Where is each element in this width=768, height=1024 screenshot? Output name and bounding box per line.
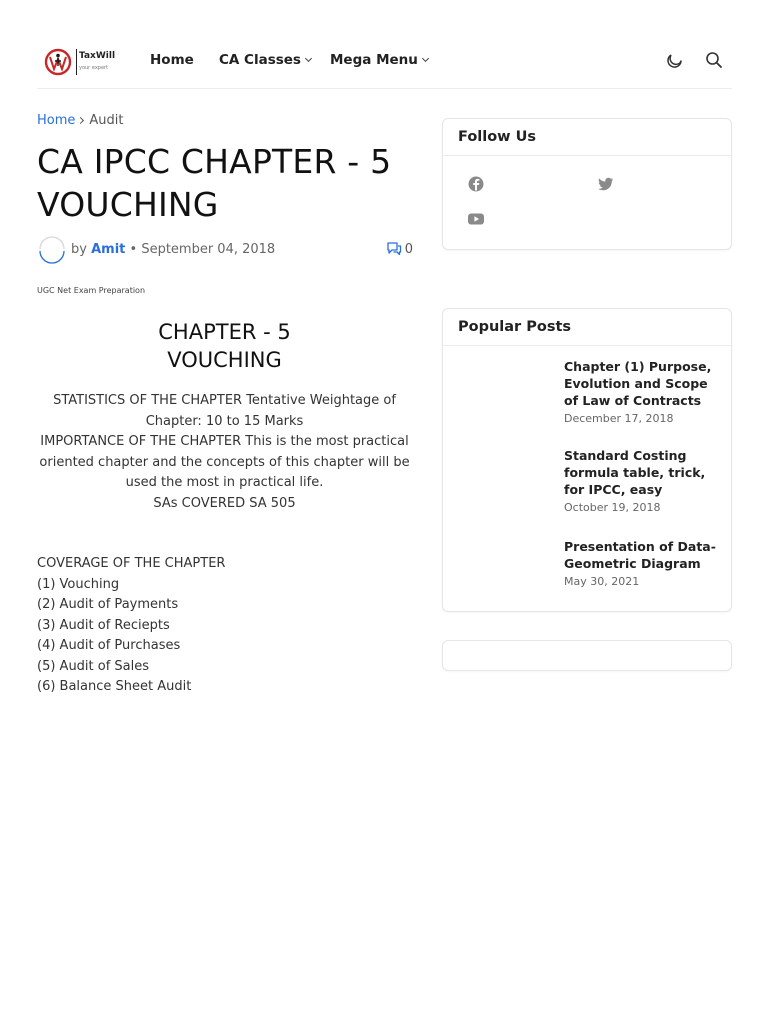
empty-widget	[442, 640, 732, 671]
nav-home[interactable]	[150, 52, 194, 68]
logo-divider	[76, 49, 77, 75]
youtube-icon[interactable]	[467, 210, 485, 228]
list-item: (4) Audit of Purchases	[37, 638, 181, 653]
list-item: (5) Audit of Sales	[37, 658, 150, 674]
logo-mark-icon	[44, 48, 74, 76]
chapter-heading-line: VOUCHING	[167, 348, 282, 372]
post-meta	[37, 235, 413, 265]
coverage-title: COVERAGE OF THE CHAPTER	[37, 556, 226, 571]
post-label[interactable]: UGC Net Exam Preparation	[37, 286, 146, 295]
meta-by: by	[71, 242, 87, 257]
comment-icon	[386, 241, 402, 256]
popular-post-item[interactable]	[564, 447, 719, 514]
popular-post-title[interactable]: Chapter (1) Purpose, Evolution and Scope of Law of Contracts	[564, 359, 712, 408]
popular-post-date: May 30, 2021	[564, 575, 640, 588]
popular-post-item[interactable]	[564, 358, 719, 425]
chapter-heading	[37, 318, 412, 374]
nav-ca-classes-label: CA Classes	[219, 52, 301, 68]
chapter-heading-line: CHAPTER - 5	[158, 320, 291, 344]
chapter-importance: IMPORTANCE OF THE CHAPTER This is the most practical oriented chapter and the concepts of this chapter will be used the most in practical life.	[39, 434, 410, 490]
nav-mega-menu[interactable]	[330, 52, 428, 68]
follow-us-title: Follow Us	[443, 119, 731, 156]
nav-mega-menu-label: Mega Menu	[330, 52, 418, 68]
list-item: (1) Vouching	[37, 576, 120, 592]
facebook-icon[interactable]	[467, 175, 485, 193]
breadcrumb-home[interactable]: Home	[37, 113, 76, 128]
nav-home-label: Home	[150, 52, 194, 68]
list-item: (3) Audit of Reciepts	[37, 617, 170, 633]
logo-name: TaxWill	[79, 51, 116, 61]
author-link[interactable]: Amit	[91, 242, 126, 257]
breadcrumb-current[interactable]: Audit	[89, 113, 124, 128]
comments-count[interactable]	[386, 241, 413, 257]
chapter-coverage	[37, 554, 412, 698]
logo-tagline: your expert	[79, 65, 109, 71]
chevron-right-icon	[77, 117, 84, 124]
site-header	[37, 36, 732, 89]
chevron-down-icon	[305, 55, 312, 62]
chevron-down-icon	[422, 55, 429, 62]
popular-post-date: October 19, 2018	[564, 501, 661, 514]
chapter-sas: SAs COVERED SA 505	[153, 495, 296, 511]
list-item: (2) Audit of Payments	[37, 597, 179, 612]
popular-post-title[interactable]: Presentation of Data-Geometric Diagram	[564, 539, 716, 571]
search-icon[interactable]	[704, 50, 724, 70]
popular-post-date: December 17, 2018	[564, 412, 674, 425]
follow-us-widget	[442, 118, 732, 250]
post-title: CA IPCC CHAPTER - 5 VOUCHING	[37, 142, 392, 224]
popular-posts-title: Popular Posts	[443, 309, 731, 346]
meta-byline	[71, 242, 275, 257]
post-date: • September 04, 2018	[129, 242, 276, 257]
breadcrumb	[37, 113, 123, 128]
list-item: (6) Balance Sheet Audit	[37, 679, 192, 694]
moon-icon[interactable]	[665, 50, 685, 70]
avatar[interactable]	[37, 235, 67, 265]
chapter-summary	[37, 391, 412, 514]
site-logo[interactable]	[44, 47, 116, 77]
comments-count-value: 0	[404, 242, 413, 257]
chapter-statistics: STATISTICS OF THE CHAPTER Tentative Weightage of Chapter: 10 to 15 Marks	[53, 393, 396, 429]
popular-posts-widget	[442, 308, 732, 612]
popular-post-title[interactable]: Standard Costing formula table, trick, for IPCC, easy	[564, 448, 706, 497]
popular-post-item[interactable]	[564, 538, 719, 588]
nav-ca-classes[interactable]	[219, 52, 311, 68]
twitter-icon[interactable]	[597, 175, 615, 193]
